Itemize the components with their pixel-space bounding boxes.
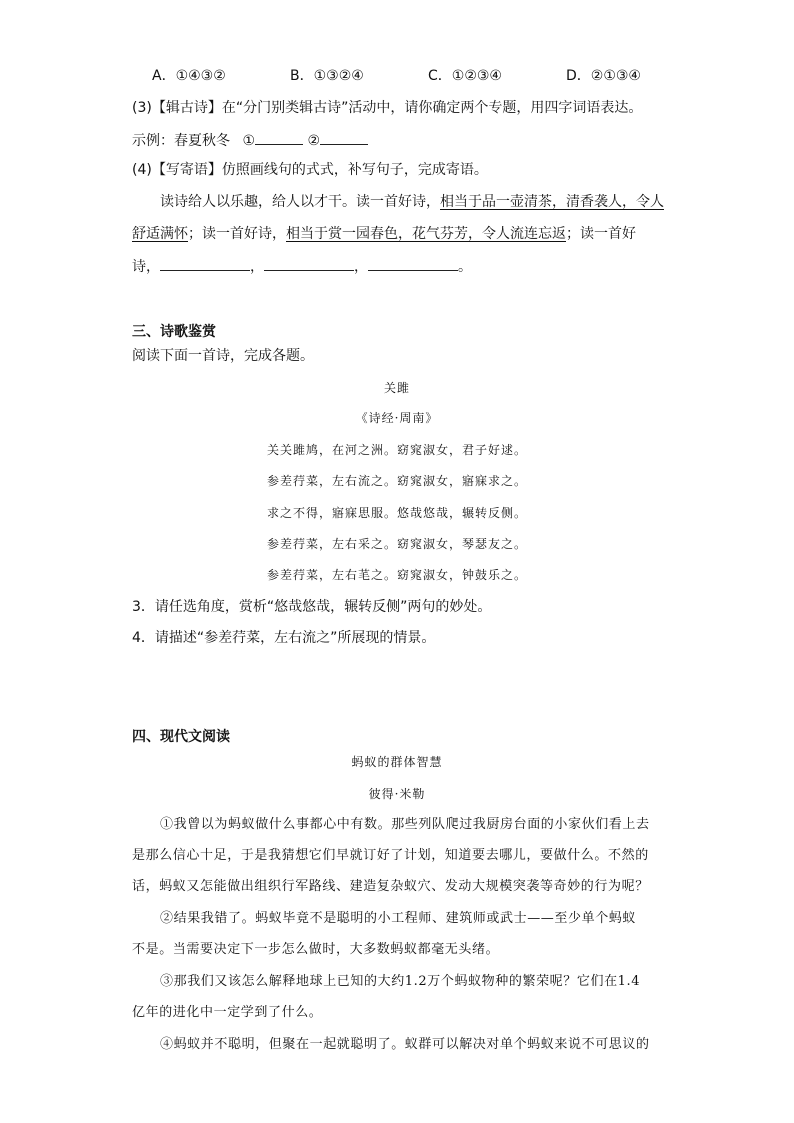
poem-line: 参差荇菜，左右采之。窈窕淑女，琴瑟友之。 <box>266 537 527 551</box>
article-text-line: ②结果我错了。蚂蚁毕竟不是聪明的小工程师、建筑师或武士——至少单个蚂蚁 <box>160 911 637 926</box>
poem-source: 《诗经·周南》 <box>355 411 439 425</box>
q4-passage-line-1: 读诗给人以乐趣，给人以才干。读一首好诗，相当于品一壶清茶，清香袭人，令人 <box>160 194 664 210</box>
poem-line: 求之不得，寤寐思服。悠哉悠哉，辗转反侧。 <box>266 506 527 520</box>
poem-line: 参差荇菜，左右流之。窈窕淑女，寤寐求之。 <box>266 474 527 488</box>
q3-prompt: (3)【辑古诗】在“分门别类辑古诗”活动中，请你确定两个专题，用四字词语表达。 <box>132 100 643 116</box>
option-a: A．①④③② <box>152 68 226 84</box>
q4-underlined-sentence-2: 相当于赏一园春色，花气芬芳，令人流连忘返 <box>286 226 566 242</box>
q4-blank-3[interactable] <box>368 256 458 271</box>
option-d: D．②①③④ <box>566 68 641 84</box>
article-author: 彼得·米勒 <box>368 787 426 801</box>
q3-example <box>132 130 368 151</box>
article-text-line: 话，蚂蚁又怎能做出组织行军路线、建造复杂蚁穴、发动大规模突袭等奇妙的行为呢？ <box>132 879 649 894</box>
section3-intro: 阅读下面一首诗，完成各题。 <box>132 348 314 364</box>
article-text-line: 是那么信心十足，于是我猜想它们早就订好了计划，知道要去哪儿，要做什么。不然的 <box>132 848 649 863</box>
q3-example-label: 示例：春夏秋冬 <box>132 133 230 149</box>
option-b: B．①③②④ <box>290 68 364 84</box>
q3-blank2-line[interactable] <box>320 130 368 145</box>
section3-heading: 三、诗歌鉴赏 <box>132 324 216 340</box>
poem-line: 参差荇菜，左右芼之。窈窕淑女，钟鼓乐之。 <box>266 568 527 582</box>
article-text-line: ①我曾以为蚂蚁做什么事都心中有数。那些列队爬过我厨房台面的小家伙们看上去 <box>160 817 650 832</box>
q3-blank1-line[interactable] <box>255 130 303 145</box>
q3-blank1-marker: ① <box>242 133 256 149</box>
article-text-line: ④蚂蚁并不聪明，但聚在一起就聪明了。蚁群可以解决对单个蚂蚁来说不可思议的 <box>160 1037 650 1052</box>
q4-prompt: (4)【写寄语】仿照画线句的式式，补写句子，完成寄语。 <box>132 162 488 178</box>
section4-heading: 四、现代文阅读 <box>132 729 230 745</box>
poem-line: 关关雎鸠，在河之洲。窈窕淑女，君子好逑。 <box>266 443 527 457</box>
q3-blank2-marker: ② <box>307 133 321 149</box>
section3-question-4: 4．请描述“参差荇菜，左右流之”所展现的情景。 <box>132 630 436 646</box>
article-text-line: 亿年的进化中一定学到了什么。 <box>132 1005 323 1020</box>
q2-options-row <box>152 66 704 86</box>
q4-passage-line-2: 舒适满怀；读一首好诗，相当于赏一园春色，花气芬芳，令人流连忘返；读一首好 <box>132 226 636 242</box>
article-text-line: ③那我们又该怎么解释地球上已知的大约1.2万个蚂蚁物种的繁荣呢？它们在1.4 <box>160 974 641 989</box>
article-text-line: 不是。当需要决定下一步怎么做时，大多数蚂蚁都毫无头绪。 <box>132 942 500 957</box>
article-title: 蚂蚁的群体智慧 <box>351 755 443 769</box>
q4-passage-line-3: 诗， ， ， 。 <box>132 256 472 277</box>
q4-blank-2[interactable] <box>264 256 354 271</box>
q4-underlined-sentence-1: 相当于品一壶清茶，清香袭人，令人 <box>440 194 664 210</box>
q4-blank-1[interactable] <box>160 256 250 271</box>
section3-question-3: 3．请任选角度，赏析“悠哉悠哉，辗转反侧”两句的妙处。 <box>132 599 492 615</box>
option-c: C．①②③④ <box>428 68 502 84</box>
poem-title: 关雎 <box>383 381 410 395</box>
